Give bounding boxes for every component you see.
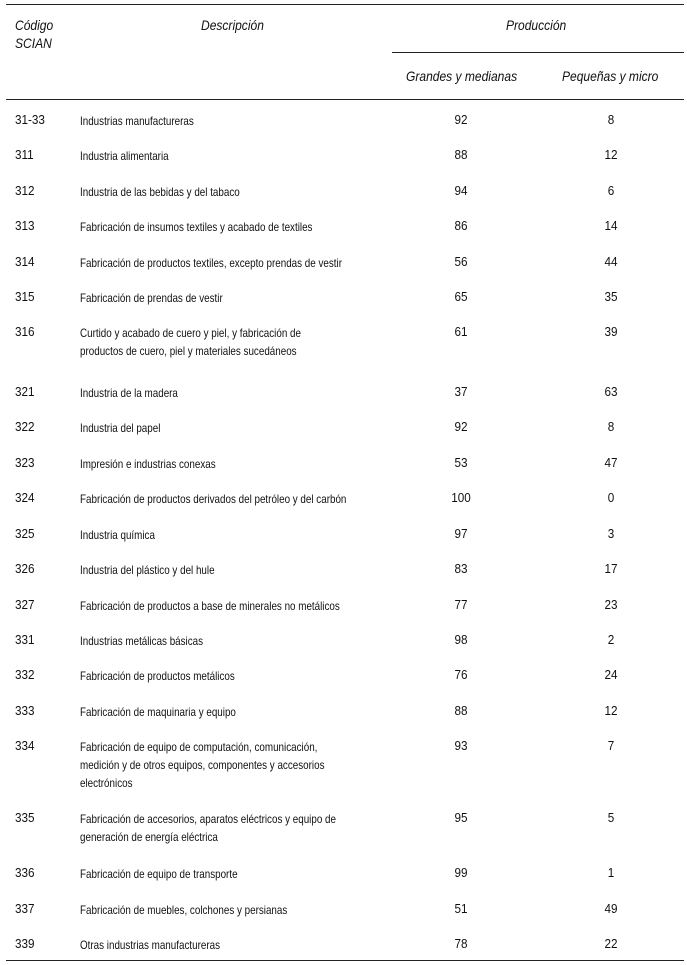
row-small-micro-value: 3 (607, 526, 615, 541)
row-description (80, 147, 359, 165)
row-description-line: Industria de las bebidas y del tabaco (80, 185, 240, 199)
row-small-micro-value: 5 (607, 810, 615, 825)
row-small-micro-value: 2 (607, 632, 615, 647)
row-large-medium-value: 53 (454, 455, 468, 470)
row-small-micro-value: 24 (604, 667, 618, 682)
row-description-line: Industria del plástico y del hule (80, 563, 215, 577)
row-large-medium-value: 98 (454, 632, 468, 647)
row-description (80, 632, 359, 650)
row-small-micro-value: 12 (604, 703, 618, 718)
row-description-line: Industrias metálicas básicas (80, 634, 204, 648)
row-description (80, 112, 359, 130)
row-description-line: Fabricación de insumos textiles y acabado de textiles (80, 220, 313, 234)
row-code: 325 (15, 526, 35, 541)
header-production: Producción (506, 17, 567, 33)
row-description (80, 597, 359, 615)
row-large-medium-value: 99 (454, 865, 468, 880)
row-code: 323 (15, 455, 35, 470)
row-description-line: Industria del papel (80, 421, 161, 435)
row-description-line: medición y de otros equipos, componentes y accesorios (80, 758, 325, 772)
row-description-line: Fabricación de equipo de computación, comunicación, (80, 740, 318, 754)
row-description-line: Fabricación de productos a base de minerales no metálicos (80, 599, 340, 613)
row-large-medium-value: 95 (454, 810, 468, 825)
row-large-medium-value: 100 (451, 490, 471, 505)
row-code: 322 (15, 419, 35, 434)
row-description (80, 865, 359, 883)
row-description (80, 183, 359, 201)
row-code: 315 (15, 289, 35, 304)
header-code-line1: Código (15, 17, 54, 33)
row-code: 314 (15, 254, 35, 269)
row-code: 332 (15, 667, 35, 682)
row-large-medium-value: 37 (454, 384, 468, 399)
row-large-medium-value: 92 (454, 112, 468, 127)
row-description-line: Fabricación de muebles, colchones y persianas (80, 903, 288, 917)
row-description-line: Industrias manufactureras (80, 114, 194, 128)
row-description (80, 289, 359, 307)
row-description (80, 526, 359, 544)
header-rule (6, 99, 684, 100)
row-description (80, 490, 359, 508)
row-description-line: generación de energía eléctrica (80, 830, 218, 844)
row-small-micro-value: 23 (604, 597, 618, 612)
row-code: 334 (15, 738, 35, 753)
row-small-micro-value: 35 (604, 289, 618, 304)
row-small-micro-value: 6 (607, 183, 615, 198)
row-description (80, 901, 359, 919)
top-rule (6, 4, 684, 5)
row-description-line: Otras industrias manufactureras (80, 938, 221, 952)
row-large-medium-value: 83 (454, 561, 468, 576)
bottom-rule (6, 960, 684, 961)
row-code: 311 (15, 147, 34, 162)
row-large-medium-value: 86 (454, 218, 468, 233)
row-description-line: Industria química (80, 528, 155, 542)
row-small-micro-value: 0 (607, 490, 615, 505)
header-large-medium: Grandes y medianas (406, 68, 518, 84)
row-large-medium-value: 94 (454, 183, 468, 198)
row-description (80, 936, 359, 954)
row-large-medium-value: 77 (454, 597, 468, 612)
row-description-line: Curtido y acabado de cuero y piel, y fabricación de (80, 326, 301, 340)
row-large-medium-value: 97 (454, 526, 468, 541)
row-description-line: Fabricación de productos derivados del petróleo y del carbón (80, 492, 347, 506)
row-small-micro-value: 39 (604, 324, 618, 339)
row-description (80, 324, 359, 360)
row-description (80, 810, 359, 846)
row-description-line: Fabricación de prendas de vestir (80, 291, 223, 305)
row-code: 336 (15, 865, 35, 880)
row-small-micro-value: 14 (604, 218, 618, 233)
row-description (80, 455, 359, 473)
row-code: 333 (15, 703, 35, 718)
row-small-micro-value: 12 (604, 147, 618, 162)
row-description (80, 738, 359, 792)
row-large-medium-value: 78 (454, 936, 468, 951)
row-description (80, 419, 359, 437)
row-large-medium-value: 93 (454, 738, 468, 753)
row-small-micro-value: 17 (604, 561, 618, 576)
header-small-micro: Pequeñas y micro (562, 68, 659, 84)
row-small-micro-value: 22 (604, 936, 618, 951)
row-code: 312 (15, 183, 35, 198)
row-description (80, 561, 359, 579)
row-description-line: Industria alimentaria (80, 149, 169, 163)
row-large-medium-value: 61 (454, 324, 468, 339)
row-large-medium-value: 88 (454, 703, 468, 718)
row-small-micro-value: 49 (604, 901, 618, 916)
row-large-medium-value: 65 (454, 289, 468, 304)
row-small-micro-value: 1 (607, 865, 615, 880)
row-small-micro-value: 7 (607, 738, 615, 753)
row-small-micro-value: 8 (607, 112, 615, 127)
row-large-medium-value: 88 (454, 147, 468, 162)
row-small-micro-value: 8 (607, 419, 615, 434)
row-code: 327 (15, 597, 35, 612)
row-code: 331 (15, 632, 35, 647)
row-code: 31-33 (15, 112, 45, 127)
row-large-medium-value: 92 (454, 419, 468, 434)
row-small-micro-value: 63 (604, 384, 618, 399)
row-small-micro-value: 47 (604, 455, 618, 470)
row-code: 337 (15, 901, 35, 916)
row-description-line: Fabricación de maquinaria y equipo (80, 705, 236, 719)
row-small-micro-value: 44 (604, 254, 618, 269)
header-code (15, 16, 67, 52)
row-large-medium-value: 51 (454, 901, 468, 916)
row-description (80, 254, 359, 272)
row-large-medium-value: 76 (454, 667, 468, 682)
row-description-line: Impresión e industrias conexas (80, 457, 216, 471)
row-code: 313 (15, 218, 35, 233)
row-description (80, 384, 359, 402)
row-description-line: Industria de la madera (80, 386, 178, 400)
row-code: 324 (15, 490, 35, 505)
row-description (80, 703, 359, 721)
row-description-line: Fabricación de equipo de transporte (80, 867, 238, 881)
row-code: 339 (15, 936, 35, 951)
row-code: 335 (15, 810, 35, 825)
row-description-line: Fabricación de accesorios, aparatos eléctricos y equipo de (80, 812, 336, 826)
row-code: 326 (15, 561, 35, 576)
header-description: Descripción (201, 17, 264, 33)
row-description-line: electrónicos (80, 776, 133, 790)
row-description-line: Fabricación de productos textiles, excepto prendas de vestir (80, 256, 343, 270)
row-code: 321 (15, 384, 35, 399)
production-subrule (392, 52, 684, 53)
row-description (80, 667, 359, 685)
row-large-medium-value: 56 (454, 254, 468, 269)
row-description-line: productos de cuero, piel y materiales sucedáneos (80, 344, 297, 358)
row-description (80, 218, 359, 236)
row-code: 316 (15, 324, 35, 339)
production-table (6, 4, 684, 960)
row-description-line: Fabricación de productos metálicos (80, 669, 235, 683)
header-code-line2: SCIAN (15, 35, 52, 51)
